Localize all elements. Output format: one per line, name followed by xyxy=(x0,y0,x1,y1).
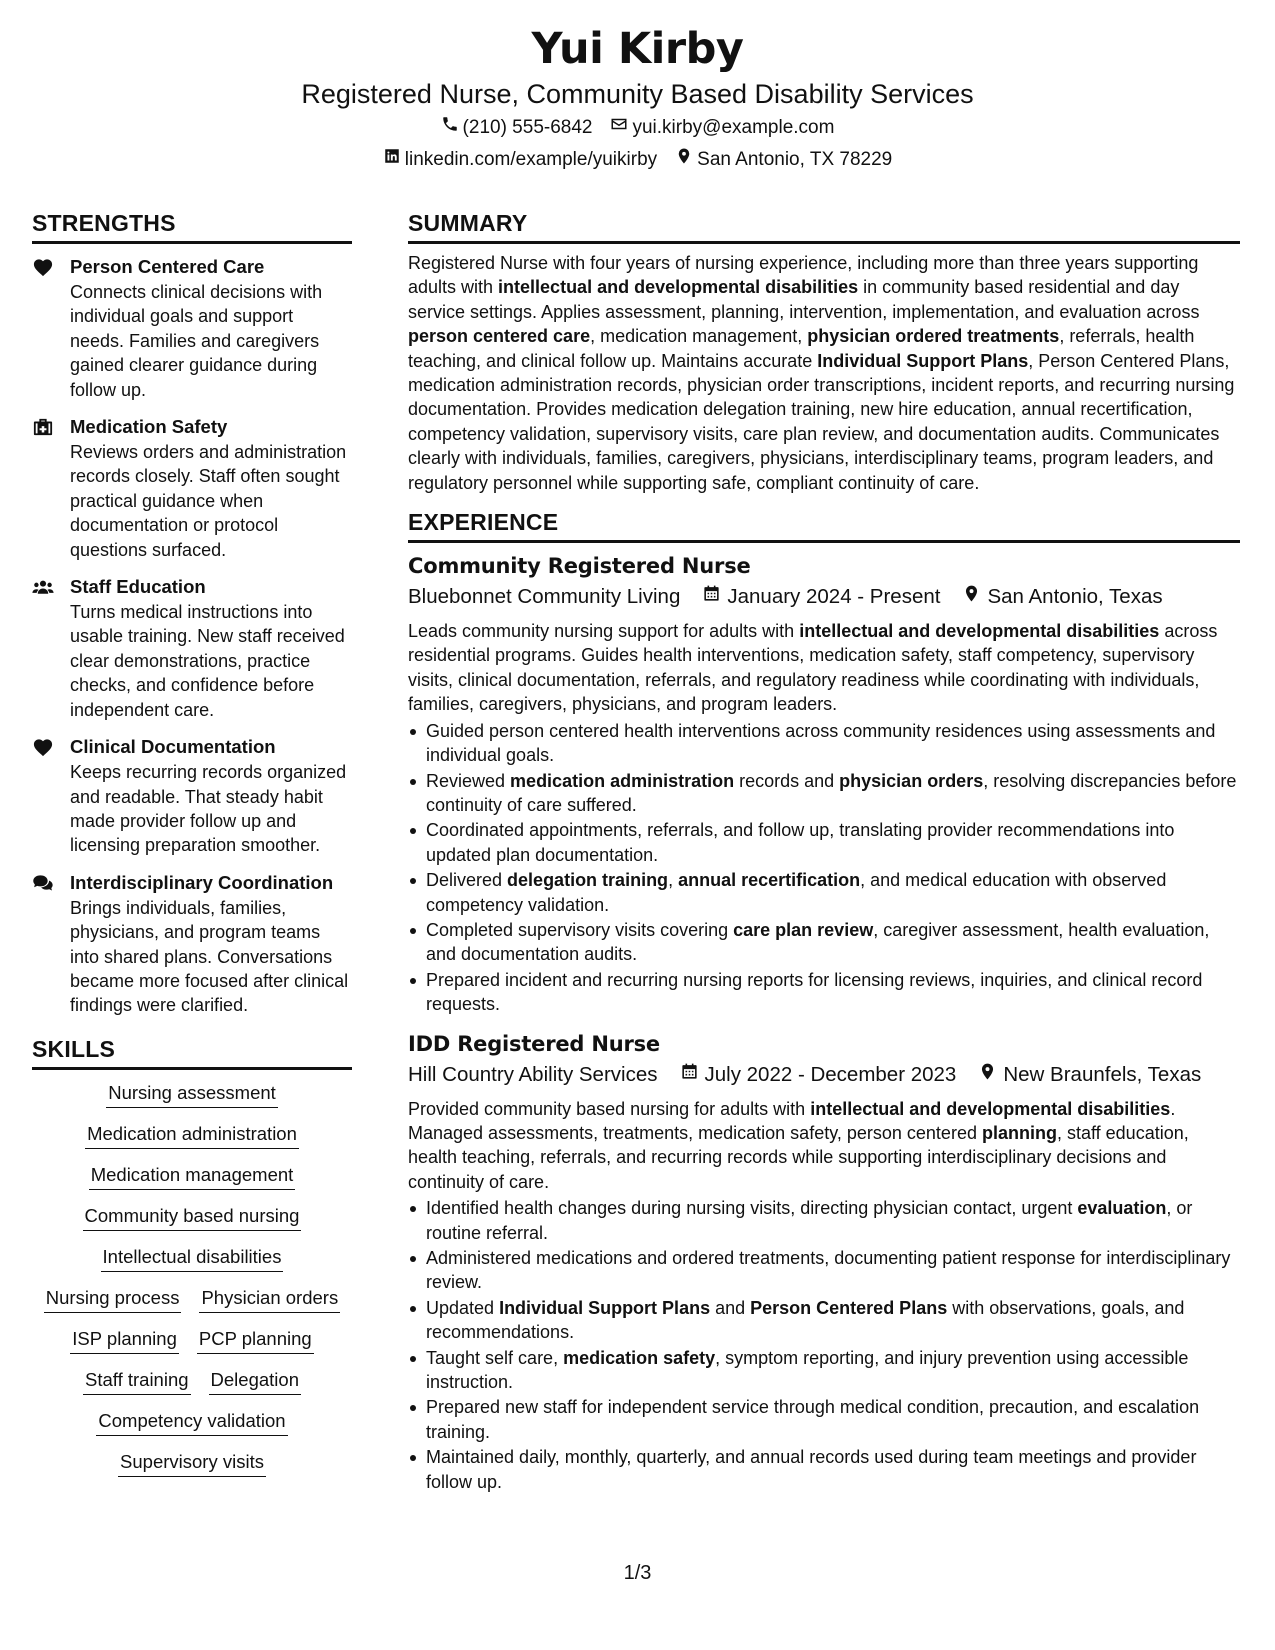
bold-phrase: physician orders xyxy=(839,770,984,791)
bold-phrase: intellectual and developmental disabilities xyxy=(498,277,859,298)
skill-row xyxy=(83,1203,302,1231)
bold-phrase: Individual Support Plans xyxy=(817,350,1029,371)
bold-phrase: intellectual and developmental disabilities xyxy=(799,621,1160,642)
skill-tag: Staff training xyxy=(83,1367,191,1395)
skill-tag: ISP planning xyxy=(70,1326,179,1354)
skill-row xyxy=(70,1326,313,1354)
job-meta xyxy=(408,1059,1240,1091)
skills-section xyxy=(32,1034,352,1477)
skill-row xyxy=(118,1449,266,1477)
skill-tag: Intellectual disabilities xyxy=(101,1244,284,1272)
email-text[interactable]: yui.kirby@example.com xyxy=(632,117,835,138)
bold-phrase: medication administration xyxy=(510,770,735,791)
bold-phrase: intellectual and developmental disabilities xyxy=(810,1098,1171,1119)
email-contact[interactable] xyxy=(610,112,834,144)
contact-row-2 xyxy=(0,144,1275,176)
bold-phrase: evaluation xyxy=(1077,1198,1167,1219)
skill-tag: Medication administration xyxy=(85,1121,299,1149)
strength-description: Connects clinical decisions with individual goals and support needs. Families and caregivers gained clearer guidance during follow up. xyxy=(70,282,323,400)
job-dates: July 2022 - December 2023 xyxy=(704,1062,957,1086)
bullet-item: Reviewed medication administration records and physician orders, resolving discrepancies before continuity of care suffered. xyxy=(408,769,1240,818)
bold-phrase: annual recertification xyxy=(678,870,861,891)
skill-row xyxy=(83,1367,301,1395)
candidate-name: Yui Kirby xyxy=(531,24,744,74)
strength-description: Turns medical instructions into usable training. New staff received clear demonstrations, practice checks, and confidence before independent care. xyxy=(70,602,345,720)
strength-item xyxy=(32,734,352,858)
bullet-item: Delivered delegation training, annual recertification, and medical education with observed competency validation. xyxy=(408,868,1240,917)
phone-icon xyxy=(441,112,459,144)
bold-phrase: person centered care xyxy=(408,326,591,347)
calendar-icon xyxy=(702,581,721,613)
strength-description: Reviews orders and administration records closely. Staff often sought practical guidance when documentation or protocol questions surfaced. xyxy=(70,442,347,560)
strengths-list xyxy=(32,254,352,1018)
linkedin-icon xyxy=(383,144,401,176)
strength-item xyxy=(32,254,352,402)
page-indicator: 1/3 xyxy=(623,1562,652,1584)
bold-phrase: care plan review xyxy=(733,919,874,940)
summary-text: Registered Nurse with four years of nursing experience, including more than three years supporting adults with intellectual and developmental disabilities in community based residential and day service settings. Applies assessment, planning, intervention, implementation, and evaluation across person centered care, medication management, physician ordered treatments, referrals, health teaching, and clinical follow up. Maintains accurate Individual Support Plans, Person Centered Plans, medication administration records, physician order transcriptions, incident reports, and recurring nursing documentation. Provides medication delegation training, new hire education, annual recertification, competency validation, supervisory visits, care plan review, and documentation audits. Communicates clearly with individuals, families, caregivers, physicians, interdisciplinary teams, program leaders, and regulatory personnel while supporting safe, compliant continuity of care. xyxy=(408,253,1235,493)
resume-header xyxy=(0,22,1275,176)
envelope-icon xyxy=(610,112,628,144)
skill-row xyxy=(89,1162,296,1190)
strength-title: Interdisciplinary Coordination xyxy=(70,871,334,893)
bold-phrase: Person Centered Plans xyxy=(750,1297,948,1318)
strength-item xyxy=(32,414,352,562)
skill-tag: Physician orders xyxy=(199,1285,340,1313)
bullet-item: Prepared incident and recurring nursing reports for licensing reviews, inquiries, and clinical record requests. xyxy=(408,968,1240,1017)
map-pin-icon xyxy=(978,1059,997,1091)
strength-item xyxy=(32,870,352,1018)
strength-title: Clinical Documentation xyxy=(70,736,276,758)
job-bullets xyxy=(408,719,1240,1017)
bullet-item: Guided person centered health interventions across community residences using assessments and individual goals. xyxy=(408,719,1240,768)
bold-phrase: Individual Support Plans xyxy=(499,1297,711,1318)
bullet-item: Coordinated appointments, referrals, and follow up, translating provider recommendations into updated plan documentation. xyxy=(408,818,1240,867)
bold-phrase: planning xyxy=(981,1122,1057,1143)
map-pin-icon xyxy=(675,144,693,176)
job-entry xyxy=(408,551,1240,1017)
skill-tag: Nursing assessment xyxy=(106,1080,278,1108)
strength-description: Keeps recurring records organized and readable. That steady habit made provider follow up and licensing preparation smoother. xyxy=(70,762,347,856)
skill-row xyxy=(44,1285,340,1313)
job-location: New Braunfels, Texas xyxy=(1003,1062,1202,1086)
job-company: Hill Country Ability Services xyxy=(408,1062,658,1086)
job-entry xyxy=(408,1029,1240,1495)
right-column xyxy=(408,208,1240,1495)
jobs-list xyxy=(408,551,1240,1494)
summary-heading: SUMMARY xyxy=(408,208,1240,244)
skill-tag: Delegation xyxy=(209,1367,301,1395)
bullet-item: Prepared new staff for independent service through medical condition, precaution, and escalation training. xyxy=(408,1395,1240,1444)
linkedin-text[interactable]: linkedin.com/example/yuikirby xyxy=(404,149,658,170)
skill-tag: PCP planning xyxy=(197,1326,314,1354)
experience-section xyxy=(408,507,1240,1494)
strengths-heading: STRENGTHS xyxy=(32,208,352,244)
location-text: San Antonio, TX 78229 xyxy=(697,149,893,170)
strength-description: Brings individuals, families, physicians, and program teams into shared plans. Conversations became more focused after clinical findings were clarified. xyxy=(70,897,349,1016)
strength-title: Medication Safety xyxy=(70,416,228,438)
job-meta xyxy=(408,581,1240,613)
bold-phrase: medication safety xyxy=(563,1347,716,1368)
skill-tag: Nursing process xyxy=(44,1285,182,1313)
strength-item xyxy=(32,574,352,722)
skill-row xyxy=(106,1080,278,1108)
bullet-item: Identified health changes during nursing visits, directing physician contact, urgent evaluation, or routine referral. xyxy=(408,1196,1240,1245)
heart-icon xyxy=(32,737,54,757)
left-column xyxy=(32,208,352,1477)
contact-row-1 xyxy=(0,112,1275,144)
bullet-item: Taught self care, medication safety, symptom reporting, and injury prevention using accessible instruction. xyxy=(408,1346,1240,1395)
bullet-item: Administered medications and ordered treatments, documenting patient response for interdisciplinary review. xyxy=(408,1246,1240,1295)
experience-heading: EXPERIENCE xyxy=(408,507,1240,543)
job-location: San Antonio, Texas xyxy=(987,585,1163,609)
phone-contact xyxy=(441,112,593,144)
bold-phrase: physician ordered treatments xyxy=(807,326,1060,347)
bullet-item: Maintained daily, monthly, quarterly, and annual records used during team meetings and provider follow up. xyxy=(408,1445,1240,1494)
phone-text: (210) 555-6842 xyxy=(462,117,593,138)
comments-icon xyxy=(32,873,54,893)
job-bullets xyxy=(408,1196,1240,1494)
skill-tag: Community based nursing xyxy=(83,1203,302,1231)
bullet-item: Updated Individual Support Plans and Person Centered Plans with observations, goals, and recommendations. xyxy=(408,1296,1240,1345)
job-description: Leads community nursing support for adults with intellectual and developmental disabilities across residential programs. Guides health interventions, medication safety, staff competency, supervisory visits, clinical documentation, referrals, and regulatory readiness while coordinating with individuals, families, caregivers, physicians, and program leaders. xyxy=(408,621,1218,715)
job-title: Community Registered Nurse xyxy=(408,554,751,579)
calendar-icon xyxy=(680,1059,699,1091)
users-icon xyxy=(32,577,54,597)
job-dates: January 2024 - Present xyxy=(727,585,941,609)
bullet-item: Completed supervisory visits covering care plan review, caregiver assessment, health evaluation, and documentation audits. xyxy=(408,918,1240,967)
skill-row xyxy=(101,1244,284,1272)
job-company: Bluebonnet Community Living xyxy=(408,585,681,609)
strength-title: Staff Education xyxy=(70,576,206,598)
job-description: Provided community based nursing for adults with intellectual and developmental disabilities. Managed assessments, treatments, medication safety, person centered planning, staff education, health teaching, referrals, and recurring records while supporting interdisciplinary decisions and continuity of care. xyxy=(408,1098,1189,1192)
skills-list xyxy=(32,1080,352,1477)
heart-icon xyxy=(32,257,54,277)
medical-kit-icon xyxy=(32,417,54,437)
bold-phrase: delegation training xyxy=(507,870,669,891)
strength-title: Person Centered Care xyxy=(70,256,265,277)
skill-tag: Competency validation xyxy=(96,1408,287,1436)
candidate-role: Registered Nurse, Community Based Disability Services xyxy=(301,79,974,109)
linkedin-contact[interactable] xyxy=(383,144,657,176)
location-contact xyxy=(675,144,892,176)
skills-heading: SKILLS xyxy=(32,1034,352,1070)
skill-row xyxy=(96,1408,287,1436)
skill-tag: Medication management xyxy=(89,1162,296,1190)
skill-row xyxy=(85,1121,299,1149)
skill-tag: Supervisory visits xyxy=(118,1449,266,1477)
job-title: IDD Registered Nurse xyxy=(408,1031,660,1056)
map-pin-icon xyxy=(962,581,981,613)
